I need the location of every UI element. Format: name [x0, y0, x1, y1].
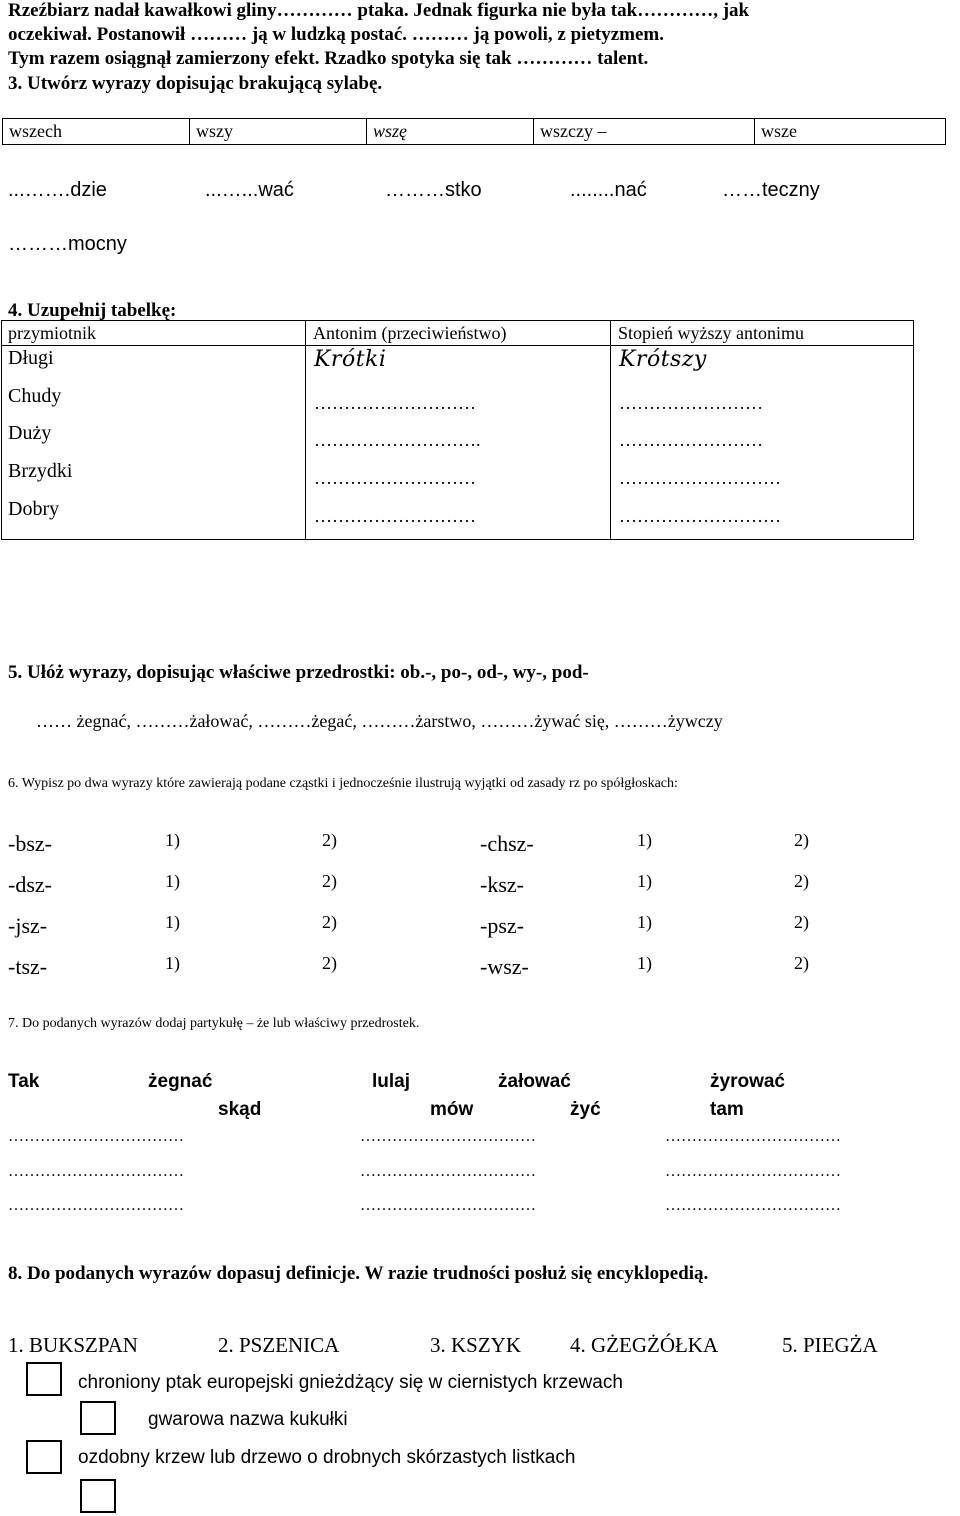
ex3-title: 3. Utwórz wyrazy dopisując brakującą sylabę.	[8, 73, 383, 94]
table-header: Stopień wyższy antonimu	[618, 323, 804, 343]
adjective-cell: Długi	[8, 347, 54, 369]
syllable-cell: wsze	[755, 119, 946, 145]
antonym-cell[interactable]: ……………………….	[314, 430, 481, 450]
ex7-word: żałować	[498, 1071, 571, 1092]
ex5-prefix-line[interactable]: …… żegnać, ………żałować, ………żegać, ………żarstwo, ………żywać się, ………żywczy	[36, 711, 723, 731]
ex6-cluster: -tsz-	[8, 954, 48, 979]
ex8-word: 2. PSZENICA	[218, 1333, 340, 1357]
answer-line[interactable]: ……………………………	[360, 1197, 536, 1214]
definition-text: gwarowa nazwa kukułki	[148, 1409, 348, 1430]
ex8-word: 4. GŻEGŻÓŁKA	[570, 1333, 719, 1357]
answer-number: 2)	[322, 953, 337, 973]
ex6-cluster: -jsz-	[8, 913, 48, 938]
answer-checkbox[interactable]	[80, 1401, 116, 1435]
intro-line-3: Tym razem osiągnął zamierzony efekt. Rzadko spotyka się tak ………… talent.	[8, 48, 649, 69]
ex6-cluster: -ksz-	[480, 872, 524, 897]
definition-text: chroniony ptak europejski gnieżdżący się w ciernistych krzewach	[78, 1372, 623, 1393]
comparative-cell[interactable]: ………………………	[619, 506, 781, 526]
answer-checkbox[interactable]	[26, 1362, 62, 1396]
ex4-title: 4. Uzupełnij tabelkę:	[8, 300, 177, 321]
answer-checkbox[interactable]	[26, 1440, 62, 1474]
answer-line[interactable]: ……………………………	[665, 1128, 841, 1145]
answer-line[interactable]: ……………………………	[8, 1197, 184, 1214]
word-blank[interactable]: ...…….dzie	[8, 179, 107, 201]
ex5-title: 5. Ułóż wyrazy, dopisując właściwe przedrostki: ob.-, po-, od-, wy-, pod-	[8, 662, 589, 683]
ex6-cluster: -dsz-	[8, 872, 52, 897]
ex8-word: 1. BUKSZPAN	[8, 1333, 138, 1357]
word-blank[interactable]: ……teczny	[722, 179, 820, 201]
ex8-word: 5. PIEGŻA	[782, 1333, 878, 1357]
ex8-word: 3. KSZYK	[430, 1333, 522, 1357]
adjective-table	[1, 320, 914, 540]
table-header: przymiotnik	[8, 323, 96, 343]
antonym-cell[interactable]: ………………………	[314, 468, 476, 488]
definition-text: ozdobny krzew lub drzewo o drobnych skórzastych listkach	[78, 1447, 576, 1468]
syllable-cell: wszy	[190, 119, 367, 145]
antonym-cell[interactable]: ………………………	[314, 506, 476, 526]
ex7-word: żegnać	[148, 1071, 213, 1092]
ex7-word: tam	[710, 1099, 744, 1120]
comparative-cell: Krótszy	[619, 347, 707, 372]
comparative-cell[interactable]: ………………………	[619, 468, 781, 488]
answer-checkbox[interactable]	[80, 1479, 116, 1513]
ex6-cluster: -psz-	[480, 913, 524, 938]
ex6-cluster: -wsz-	[480, 954, 529, 979]
answer-number: 2)	[794, 871, 809, 891]
word-blank[interactable]: ........nać	[570, 179, 647, 201]
ex7-word: Tak	[8, 1071, 40, 1092]
ex7-word: mów	[430, 1099, 474, 1120]
word-blank[interactable]: ...…...wać	[205, 179, 294, 201]
answer-line[interactable]: ……………………………	[8, 1128, 184, 1145]
answer-number: 2)	[794, 830, 809, 850]
answer-number: 2)	[322, 912, 337, 932]
answer-line[interactable]: ……………………………	[665, 1197, 841, 1214]
syllable-cell: wszech	[3, 119, 190, 145]
answer-line[interactable]: ……………………………	[665, 1163, 841, 1180]
answer-number: 2)	[794, 953, 809, 973]
ex7-word: żyrować	[710, 1071, 785, 1092]
ex6-title: 6. Wypisz po dwa wyrazy które zawierają podane cząstki i jednocześnie ilustrują wyjątki od zasady rz po spółgłoskach:	[8, 776, 678, 791]
syllable-cell: wszczy –	[534, 119, 755, 145]
comparative-cell[interactable]: ……………………	[619, 430, 763, 450]
ex7-title: 7. Do podanych wyrazów dodaj partykułę – że lub właściwy przedrostek.	[8, 1016, 420, 1031]
ex7-word: skąd	[218, 1099, 262, 1120]
ex7-word: lulaj	[372, 1071, 411, 1092]
syllable-table	[2, 118, 946, 145]
table-header: Antonim (przeciwieństwo)	[313, 323, 507, 343]
intro-line-1: Rzeźbiarz nadał kawałkowi gliny………… ptaka. Jednak figurka nie była tak…………, jak	[8, 0, 750, 21]
answer-number: 1)	[165, 912, 180, 932]
word-blank[interactable]: ………stko	[385, 179, 482, 201]
comparative-cell[interactable]: ……………………	[619, 393, 763, 413]
answer-number: 1)	[637, 871, 652, 891]
answer-number: 2)	[322, 830, 337, 850]
answer-number: 1)	[637, 912, 652, 932]
answer-number: 2)	[794, 912, 809, 932]
adjective-cell: Brzydki	[8, 460, 73, 482]
answer-line[interactable]: ……………………………	[8, 1163, 184, 1180]
answer-line[interactable]: ……………………………	[360, 1128, 536, 1145]
answer-number: 1)	[165, 830, 180, 850]
answer-number: 1)	[165, 953, 180, 973]
antonym-cell[interactable]: ………………………	[314, 393, 476, 413]
ex6-cluster: -chsz-	[480, 831, 534, 856]
syllable-cell: wszę	[367, 119, 534, 145]
adjective-cell: Duży	[8, 422, 52, 444]
answer-number: 1)	[637, 953, 652, 973]
ex7-word: żyć	[570, 1099, 601, 1120]
answer-number: 1)	[637, 830, 652, 850]
answer-number: 2)	[322, 871, 337, 891]
word-blank[interactable]: ………mocny	[8, 233, 127, 255]
answer-line[interactable]: ……………………………	[360, 1163, 536, 1180]
answer-number: 1)	[165, 871, 180, 891]
ex6-cluster: -bsz-	[8, 831, 52, 856]
adjective-cell: Chudy	[8, 385, 62, 407]
intro-line-2: oczekiwał. Postanowił ……… ją w ludzką postać. ……… ją powoli, z pietyzmem.	[8, 24, 664, 45]
adjective-cell: Dobry	[8, 498, 60, 520]
antonym-cell: Krótki	[314, 347, 387, 372]
ex8-title: 8. Do podanych wyrazów dopasuj definicje. W razie trudności posłuż się encyklopedią.	[8, 1263, 709, 1284]
